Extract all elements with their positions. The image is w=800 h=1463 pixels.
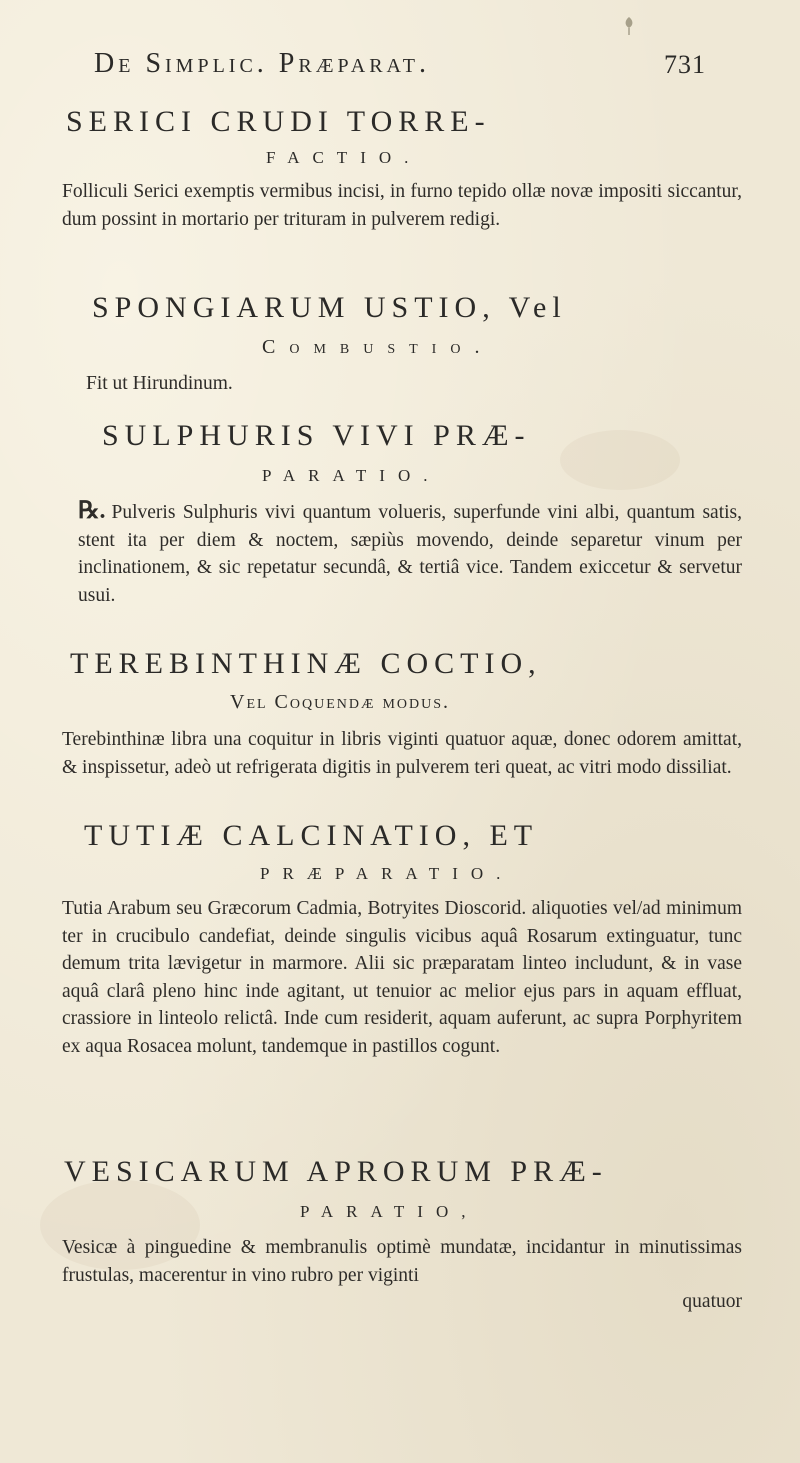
running-head-title: De Simplic. Præparat. [94,48,431,79]
section-sulphuris-body [62,498,742,609]
section-heading: TEREBINTHINÆ COCTIO, [70,647,542,680]
ornament-icon [622,16,636,36]
section-sulphuris-sub [62,464,742,488]
running-head [94,48,706,88]
catchword: quatuor [682,1291,742,1312]
section-spongiarum-sub [62,335,742,359]
section-body: Terebinthinæ libra una coquitur in libris viginti quatuor aquæ, donec odorem amittat, & inspissetur, adeò ut refrigerata digitis in pulverem teri queat, ac vitri modo dissiliat. [62,729,742,778]
section-heading: SULPHURIS VIVI PRÆ- [102,419,531,452]
section-body: Fit ut Hirundinum. [86,373,233,394]
section-body: Pulveris Sulphuris vivi quantum volueris, superfunde vini albi, quantum satis, stent ita per diem & noctem, sæpiùs movendo, deinde separetur vinum per inclinationem, & sic repetatur secundâ, & tertiâ vice. Tandem exiccetur & servetur usui. [78,502,742,606]
section-subheading: PRÆPARATIO. [260,864,514,883]
section-heading: VESICARUM APRORUM PRÆ- [64,1155,608,1188]
section-heading: SERICI CRUDI TORRE- [66,105,491,138]
catchword-row [62,1288,742,1316]
section-subheading: Combustio. [262,336,494,358]
section-spongiarum-body [62,370,742,398]
section-terebinthinae [62,646,742,682]
section-spongiarum [62,290,742,326]
section-body-recipe [62,498,742,609]
section-vesicarum-body [62,1234,742,1289]
section-serici-body [62,178,742,233]
section-tutiae-sub [62,862,742,886]
section-subheading: Vel Coquendæ modus. [230,691,451,713]
section-vesicarum-sub [62,1200,742,1224]
page-number: 731 [664,50,706,79]
section-serici [62,104,742,140]
section-terebinthinae-sub [62,690,742,714]
recipe-sign-icon: ℞. [78,498,106,524]
section-serici-sub [62,146,742,170]
section-heading: TUTIÆ CALCINATIO, ET [84,819,539,852]
section-heading: SPONGIARUM USTIO, Vel [92,291,567,324]
section-sulphuris [62,418,742,454]
section-subheading: PARATIO, [300,1202,479,1221]
section-tutiae-body [62,895,742,1060]
section-body: Folliculi Serici exemptis vermibus incisi, in furno tepido ollæ novæ impositi siccantur, dum possint in mortario per trituram in pulverem redigi. [62,181,742,230]
section-tutiae [62,818,742,854]
section-subheading: FACTIO. [266,148,422,167]
section-vesicarum [62,1154,742,1190]
section-body: Vesicæ à pinguedine & membranulis optimè mundatæ, incidantur in minutissimas frustulas, macerentur in vino rubro per viginti [62,1237,742,1286]
section-subheading: PARATIO. [262,466,441,485]
section-body: Tutia Arabum seu Græcorum Cadmia, Botryites Dioscorid. aliquoties vel/ad minimum ter in crucibulo candefiat, deinde singulis vicibus aquâ Rosarum extinguatur, tunc demum trita lævigetur in marmore. Alii sic præparatam linteo includunt, & in vase aquâ clarâ pleno hinc inde agitant, ut tenuior ac melior ejus pars in aquam effluat, crassiore in linteolo relictâ. Inde cum residerit, aquam auferunt, ac supra Porphyritem ex aqua Rosacea molunt, tandemque in pastillos cogunt. [62,898,742,1057]
section-terebinthinae-body [62,726,742,781]
